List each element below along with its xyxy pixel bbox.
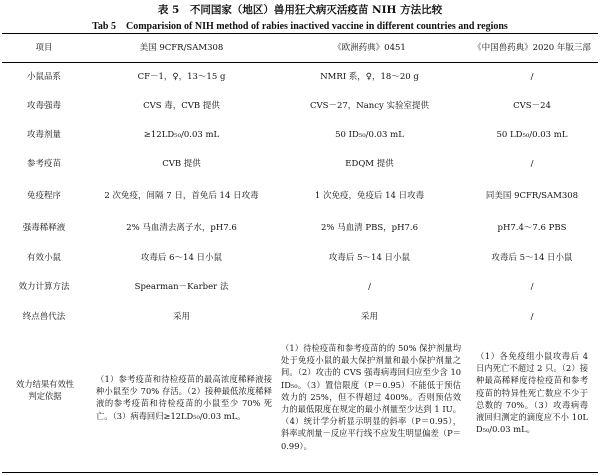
cell-eu: CVS－27，Nancy 实验室提供 (309, 101, 430, 111)
cell-us: 2% 马血清去离子水，pH7.6 (126, 223, 237, 233)
row-label: 攻毒强毒 (26, 101, 61, 111)
header-cn: 《中国兽药典》2020 年版三部 (473, 43, 591, 53)
cell-eu: / (368, 282, 371, 292)
cell-cn: / (530, 282, 534, 292)
cell-us: CF－1，♀，13～15 g (137, 72, 226, 82)
header-us: 美国 9CFR/SAM308 (139, 43, 224, 53)
row-label: 攻毒剂量 (26, 130, 61, 140)
row-label: 终点兽代法 (22, 312, 66, 322)
cell-us: ≥12LD₅₀/0.03 mL (143, 130, 220, 140)
cell-cn: CVS－24 (513, 101, 551, 111)
header-item: 项目 (35, 43, 53, 53)
table-bottom-rule (2, 472, 598, 473)
cell-cn-criteria: （1）各免疫组小鼠攻毒后 4 日内死亡不超过 2 只。（2）接种最高稀释度待检疫苗和参考疫苗的特异性死亡数应不少于总数的 70%。（3）攻毒病毒液回归测定的滴度应不小 10LD₅₀/0.03 mL。 (476, 351, 588, 435)
table-caption-cn: 表 5 不同国家（地区）兽用狂犬病灭活疫苗 NIH 方法比较 (157, 4, 443, 16)
table-top-rule (2, 33, 598, 34)
cell-cn: pH7.4～7.6 PBS (497, 223, 567, 233)
cell-us: CVB 提供 (162, 159, 201, 169)
table-header-rule (2, 62, 598, 63)
cell-us: 2 次免疫，间隔 7 日，首免后 14 日攻毒 (104, 191, 259, 201)
cell-us: 采用 (172, 312, 190, 322)
cell-cn: / (530, 72, 534, 82)
row-label: 免疫程序 (26, 191, 61, 201)
cell-us: Spearman－Karber 法 (134, 282, 229, 292)
cell-eu: NMRI 系，♀，18～20 g (320, 72, 419, 82)
row-label: 强毒稀释液 (22, 223, 66, 233)
cell-us-criteria: （1）参考疫苗和待检疫苗的最高浓度稀释液接种小鼠至少 70% 存活。（2）接种最低浓度稀释液的参考疫苗和待检疫苗的小鼠至少 70% 死亡。（3）病毒回归≥12LD₅₀/0.03 mL。 (96, 374, 272, 421)
table-caption-en: Tab 5 Comparision of NIH method of rabies inactived vaccine in different countries and regions (92, 21, 508, 32)
cell-eu: 1 次免疫，免疫后 14 日攻毒 (314, 191, 425, 201)
cell-cn: / (530, 312, 534, 322)
header-eu: 《欧洲药典》0451 (333, 43, 406, 53)
cell-eu: 2% 马血清 PBS，pH7.6 (320, 223, 419, 233)
cell-eu: 攻毒后 5～14 日小鼠 (328, 253, 411, 263)
cell-eu: EDQM 提供 (345, 159, 394, 169)
row-label: 参考疫苗 (26, 159, 61, 169)
cell-cn: 50 LD₅₀/0.03 mL (496, 130, 568, 140)
row-label: 有效小鼠 (26, 253, 61, 263)
cell-us: 攻毒后 6～14 日小鼠 (140, 253, 223, 263)
row-label: 小鼠品系 (26, 72, 61, 82)
cell-eu: 采用 (360, 312, 378, 322)
row-label: 效力计算方法 (18, 282, 70, 292)
cell-eu-criteria: （1）待检疫苗和参考疫苗的的 50% 保护剂量均处于免疫小鼠的最大保护剂量和最小保护剂量之间。（2）攻击的 CVS 强毒病毒回归应至少含 10ID₅₀。（3）置信限度（P＝0.95）不能低于预估效力的 25%，但不得超过 400%。否则预估效力的最低限度在规定的最小剂量至少达到 1 IU。（4）统计学分析显示明显的斜率（P＝0.95），斜率或剂量－反应平行线不应发生明显偏差（P＝0.99）。 (281, 343, 461, 451)
cell-eu: 50 ID₅₀/0.03 mL (335, 130, 404, 140)
cell-cn: 攻毒后 5～14 日小鼠 (491, 253, 573, 263)
cell-cn: / (530, 159, 534, 169)
cell-cn: 同美国 9CFR/SAM308 (485, 191, 579, 201)
cell-us: CVS 毒，CVB 提供 (143, 101, 220, 111)
row-label-efficacy: 效力结果有效性判定依据 (15, 379, 75, 402)
